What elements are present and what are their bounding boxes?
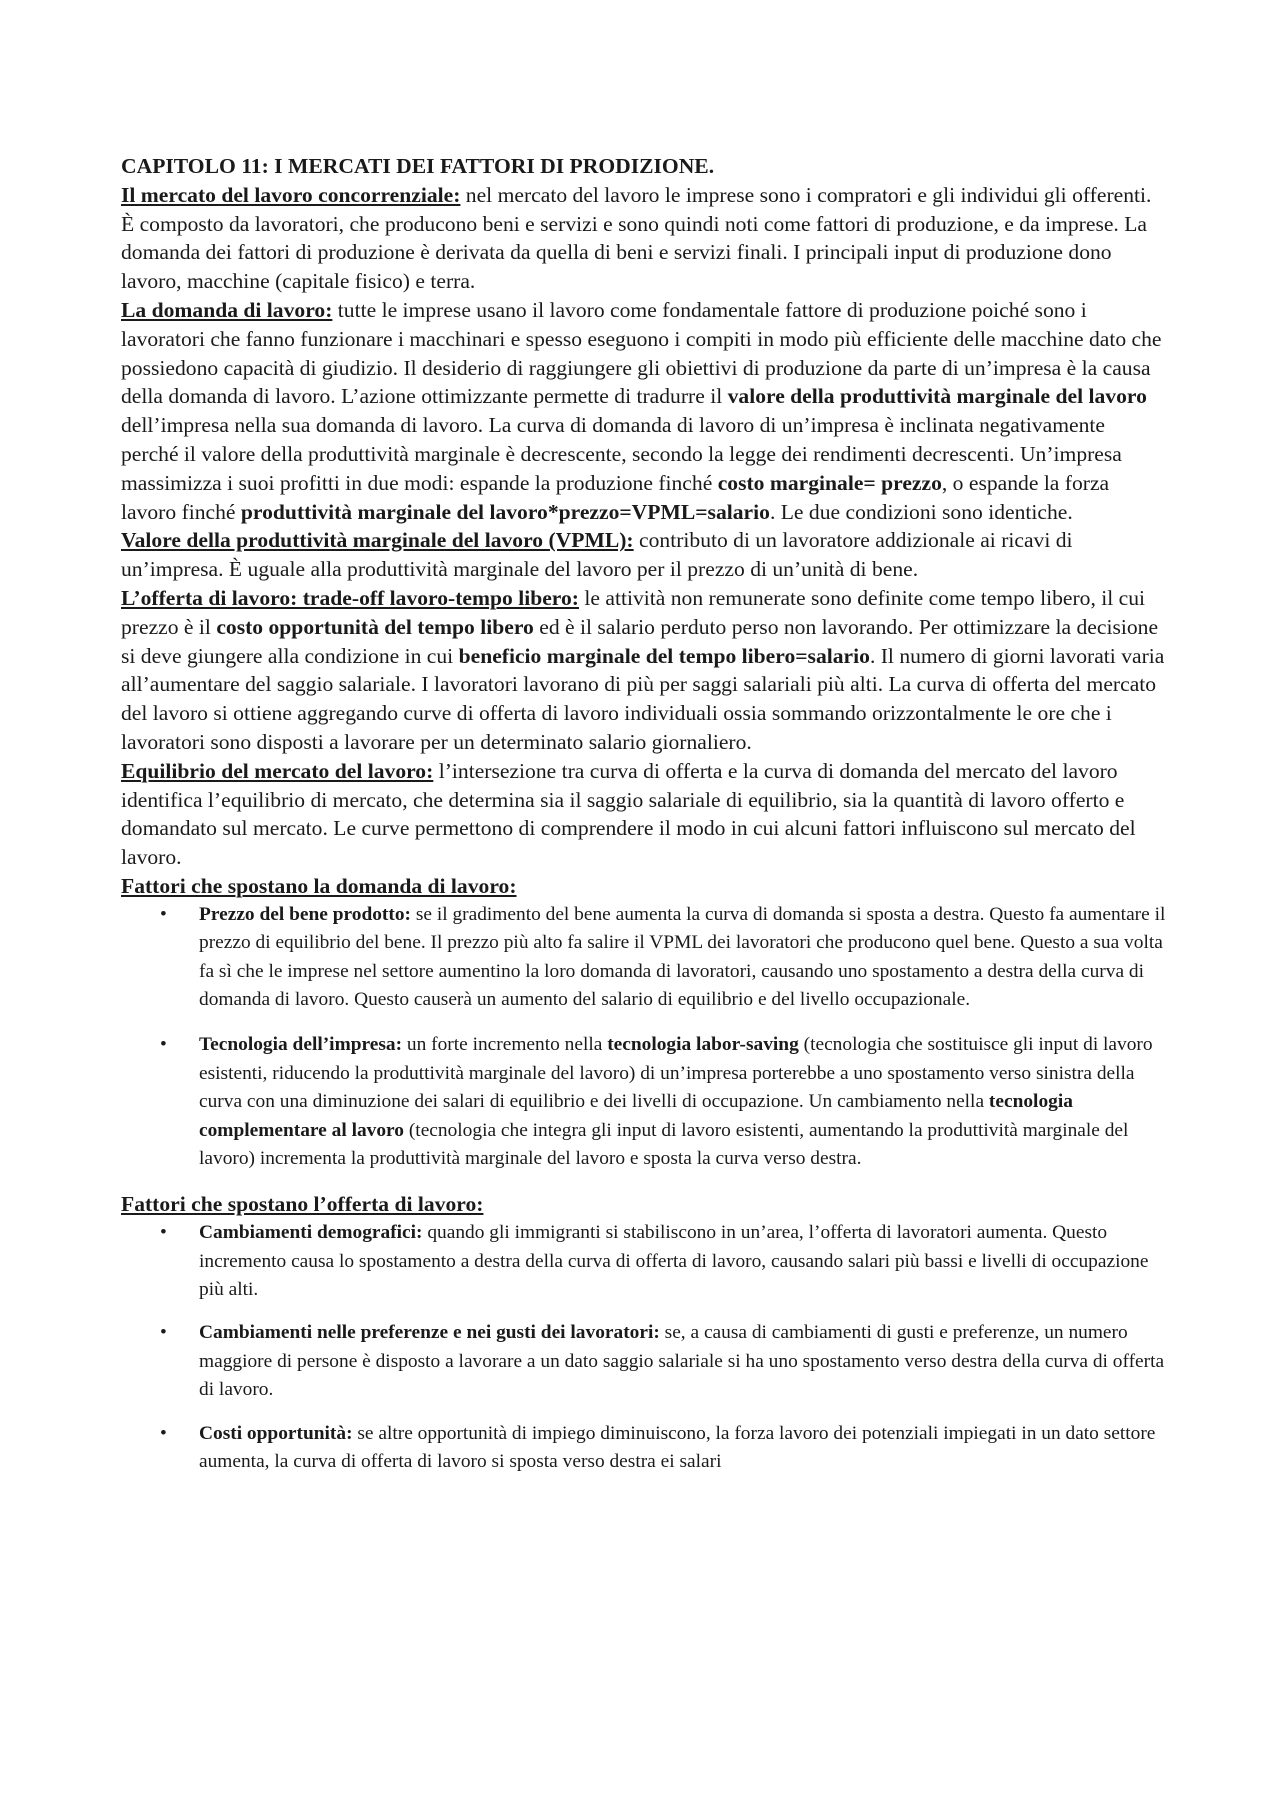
- bullet-icon: •: [160, 1222, 167, 1244]
- demand-shifters-list: [121, 901, 1166, 1174]
- text-vpml: contributo di un lavoratore addizionale ai ricavi di un’impresa. È uguale alla produttività marginale del lavoro per il prezzo di un’unità di bene.: [121, 528, 1073, 582]
- heading-vpml: Valore della produttività marginale del lavoro (VPML):: [121, 528, 634, 553]
- text-labor-demand-4: . Le due condizioni sono identiche.: [769, 499, 1073, 524]
- text-labor-supply-2: ed è il salario perduto perso non lavorando. Per ottimizzare la decisione si deve giungere alla condizione in cui: [121, 614, 1159, 668]
- heading-equilibrium: Equilibrio del mercato del lavoro:: [121, 758, 434, 783]
- list-item: [121, 901, 1166, 1015]
- list-item: [121, 1219, 1166, 1304]
- bullet-icon: •: [160, 903, 167, 925]
- item-text: quando gli immigranti si stabiliscono in un’area, l’offerta di lavoratori aumenta. Questo incremento causa lo spostamento a destra della curva di offerta di lavoro, causando salari più bassi e livelli di occupazione più alti.: [199, 1222, 1149, 1300]
- item-bold-term: tecnologia labor-saving: [607, 1034, 799, 1056]
- bold-opportunity-cost: costo opportunità del tempo libero: [216, 614, 534, 639]
- bullet-icon: •: [160, 1422, 167, 1444]
- paragraph-competitive-labor-market: [121, 181, 1166, 296]
- item-bold-label: Tecnologia dell’impresa:: [199, 1034, 403, 1056]
- text-labor-supply-3: . Il numero di giorni lavorati varia all’aumentare del saggio salariale. I lavoratori lavorano di più per saggi salariali più alti. La curva di offerta del mercato del lavoro si ottiene aggregando curve di offerta di lavoro individuali ossia sommando orizzontalmente le ore che i lavoratori sono disposti a lavorare per un determinato salario giornaliero.: [121, 643, 1165, 754]
- bullet-icon: •: [160, 1034, 167, 1056]
- document-page: [121, 152, 1166, 1476]
- heading-labor-demand: La domanda di lavoro:: [121, 297, 333, 322]
- text-equilibrium: l’intersezione tra curva di offerta e la curva di domanda del mercato del lavoro identifica l’equilibrio di mercato, che determina sia il saggio salariale di equilibrio, sia la quantità di lavoro offerto e domandato sul mercato. Le curve permettono di comprendere il modo in cui alcuni fattori influiscono sul mercato del lavoro.: [121, 758, 1136, 870]
- item-bold-label: Costi opportunità:: [199, 1422, 353, 1444]
- bold-vpml-term: valore della produttività marginale del lavoro: [727, 384, 1147, 409]
- item-bold-label: Cambiamenti demografici:: [199, 1222, 423, 1244]
- heading-supply-shifters: Fattori che spostano l’offerta di lavoro:: [121, 1192, 484, 1217]
- list-item: [121, 1031, 1166, 1173]
- item-text: se, a causa di cambiamenti di gusti e preferenze, un numero maggiore di persone è disposto a lavorare a un dato saggio salariale si ha uno spostamento verso destra della curva di offerta di lavoro.: [199, 1322, 1165, 1401]
- bold-marginal-benefit: beneficio marginale del tempo libero=salario: [458, 643, 870, 668]
- item-text: (tecnologia che integra gli input di lavoro esistenti, aumentando la produttività marginale del lavoro) incrementa la produttività marginale del lavoro e sposta la curva verso destra.: [199, 1119, 1129, 1169]
- list-item: [121, 1420, 1166, 1477]
- chapter-title: CAPITOLO 11: I MERCATI DEI FATTORI DI PRODIZIONE.: [121, 154, 715, 178]
- item-text: (tecnologia che sostituisce gli input di lavoro esistenti, riducendo la produttività marginale del lavoro) di un’impresa porterebbe a uno spostamento verso sinistra della curva con una diminuzione dei salari di equilibrio e dei livelli di occupazione. Un cambiamento nella: [199, 1034, 1153, 1113]
- item-bold-term: tecnologia complementare al lavoro: [199, 1091, 1073, 1141]
- item-text: un forte incremento nella: [402, 1034, 608, 1056]
- paragraph-equilibrium: [121, 757, 1166, 872]
- text-labor-demand-2: dell’impresa nella sua domanda di lavoro. La curva di domanda di lavoro di un’impresa è inclinata negativamente perché il valore della produttività marginale è decrescente, secondo la legge dei rendimenti decrescenti. Un’impresa massimizza i suoi profitti in due modi: espande la produzione finché: [121, 413, 1122, 495]
- text-labor-demand-1: tutte le imprese usano il lavoro come fondamentale fattore di produzione poiché sono i lavoratori che fanno funzionare i macchinari e spesso eseguono i compiti in modo più efficiente delle macchine dato che possiedono capacità di giudizio. Il desiderio di raggiungere gli obiettivi di produzione da parte di un’impresa è la causa della domanda di lavoro. L’azione ottimizzante permette di tradurre il: [121, 297, 1162, 409]
- paragraph-labor-supply: [121, 584, 1166, 757]
- bold-marginal-cost: costo marginale= prezzo: [717, 470, 942, 495]
- bullet-icon: •: [160, 1322, 167, 1344]
- text-labor-supply-1: le attività non remunerate sono definite come tempo libero, il cui prezzo è il: [121, 585, 1146, 639]
- supply-shifters-list: [121, 1219, 1166, 1476]
- item-text: se altre opportunità di impiego diminuiscono, la forza lavoro dei potenziali impiegati in un dato settore aumenta, la curva di offerta di lavoro si sposta verso destra ei salari: [199, 1422, 1156, 1473]
- text-labor-demand-3: , o espande la forza lavoro finché: [121, 470, 1110, 524]
- text-competitive-labor-market: nel mercato del lavoro le imprese sono i compratori e gli individui gli offerenti. È composto da lavoratori, che producono beni e servizi e sono quindi noti come fattori di produzione, e da imprese. La domanda dei fattori di produzione è derivata da quella di beni e servizi finali. I principali input di produzione dono lavoro, macchine (capitale fisico) e terra.: [121, 182, 1152, 294]
- item-bold-label: Cambiamenti nelle preferenze e nei gusti dei lavoratori:: [199, 1322, 660, 1344]
- item-text: se il gradimento del bene aumenta la curva di domanda si sposta a destra. Questo fa aumentare il prezzo di equilibrio del bene. Il prezzo più alto fa salire il VPML dei lavoratori che producono quel bene. Questo a sua volta fa sì che le imprese nel settore aumentino la loro domanda di lavoratori, causando uno spostamento a destra della curva di domanda di lavoro. Questo causerà un aumento del salario di equilibrio e del livello occupazionale.: [199, 903, 1166, 1010]
- list-item: [121, 1319, 1166, 1404]
- item-bold-label: Prezzo del bene prodotto:: [199, 903, 411, 925]
- paragraph-vpml: [121, 526, 1166, 584]
- heading-labor-supply: L’offerta di lavoro: trade-off lavoro-tempo libero:: [121, 585, 579, 610]
- paragraph-labor-demand: [121, 296, 1166, 526]
- heading-demand-shifters: Fattori che spostano la domanda di lavoro:: [121, 873, 517, 898]
- heading-competitive-labor-market: Il mercato del lavoro concorrenziale:: [121, 182, 461, 207]
- bold-vpml-condition: produttività marginale del lavoro*prezzo=VPML=salario: [240, 499, 770, 524]
